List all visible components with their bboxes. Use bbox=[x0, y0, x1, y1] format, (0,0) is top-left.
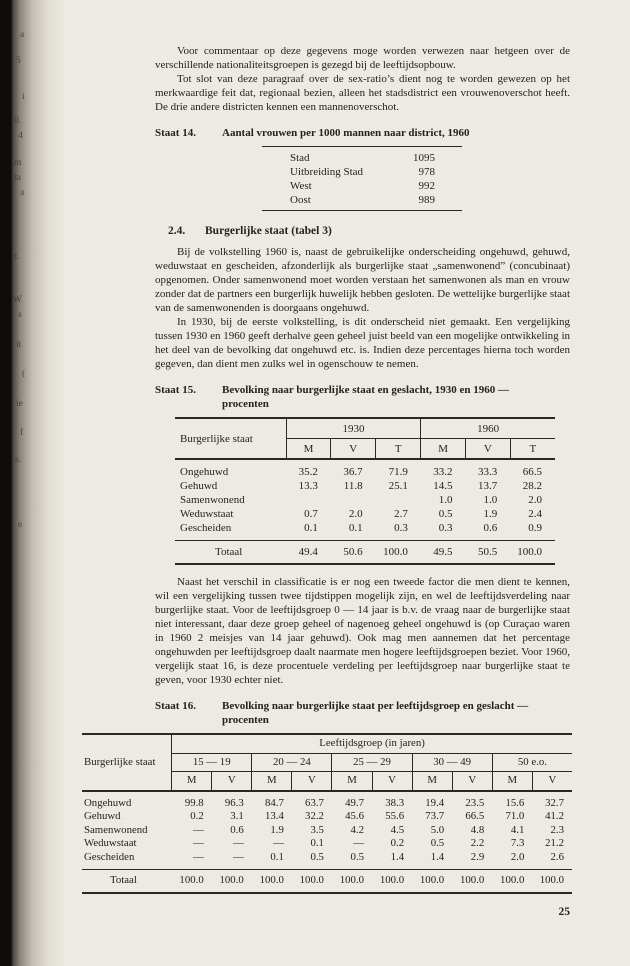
cell-value: 0.6 bbox=[483, 522, 498, 534]
paragraph-section24-2: In 1930, bij de eerste volkstelling, is dit onderscheid niet gemaakt. Een vergelijking tussen 1930 en 1960 geeft derhalve geen geheel juist beeld van een mogelijke ontwikkeling in het deel van de bevolking dat ongehuwd etc. is. Indien deze percentages hierna toch worden gegeven, dan dient men zulks wel in ogenschouw te nemen. bbox=[155, 316, 570, 370]
staat16-group-20-24: 20 — 24 bbox=[252, 753, 332, 772]
staat15-table-header bbox=[175, 418, 555, 459]
total-cell-value: 49.4 bbox=[286, 541, 331, 565]
edge-text-fragment: r. bbox=[14, 252, 20, 262]
cell-value: — bbox=[353, 837, 365, 849]
cell-value: 1.0 bbox=[438, 494, 453, 506]
edge-text-fragment: 5 bbox=[16, 56, 21, 66]
cell-value: 978 bbox=[418, 165, 435, 178]
row-label: Weduwstaat bbox=[84, 837, 137, 849]
table-row bbox=[262, 179, 462, 193]
staat16-caption-title-line1: Bevolking naar burgerlijke staat per leeftijdsgroep en geslacht — bbox=[222, 700, 529, 712]
row-label: Weduwstaat bbox=[180, 508, 234, 520]
staat16-total-row bbox=[82, 870, 572, 893]
cell-value: 0.5 bbox=[350, 850, 365, 863]
staat14-table-body bbox=[262, 147, 462, 211]
staat16-group-30-49: 30 — 49 bbox=[412, 753, 492, 772]
staat16-col-m3: M bbox=[332, 772, 372, 791]
cell-value: 0.2 bbox=[390, 837, 405, 849]
cell-value: 7.3 bbox=[510, 837, 525, 849]
staat16-group-50-eo: 50 e.o. bbox=[492, 753, 572, 772]
staat16-col-v4: V bbox=[452, 772, 492, 791]
section-number: 2.4. bbox=[168, 225, 186, 237]
cell-value bbox=[286, 493, 331, 507]
cell-value: 45.6 bbox=[345, 810, 365, 822]
row-label: Uitbreiding Stad bbox=[290, 165, 364, 178]
cell-value: 28.2 bbox=[522, 480, 542, 492]
cell-value: 2.6 bbox=[550, 850, 564, 863]
cell-value: 2.4 bbox=[528, 508, 542, 520]
cell-value: — bbox=[192, 823, 204, 836]
cell-value: 49.7 bbox=[345, 796, 365, 809]
staat15-caption-title bbox=[222, 383, 570, 411]
cell-value: — bbox=[192, 837, 204, 849]
total-cell-value: 49.5 bbox=[421, 541, 466, 565]
edge-text-fragment: a bbox=[20, 30, 25, 40]
staat15-col-m1: M bbox=[286, 439, 331, 460]
cell-value: — bbox=[192, 850, 204, 863]
staat16-caption-label: Staat 16. bbox=[155, 700, 196, 712]
table-row bbox=[262, 165, 462, 179]
staat16-table bbox=[82, 733, 572, 894]
staat16-caption bbox=[155, 699, 570, 727]
cell-value: 0.6 bbox=[230, 823, 244, 836]
table-row bbox=[175, 521, 555, 541]
staat16-stub-header: Burgerlijke staat bbox=[82, 734, 172, 791]
row-label: Samenwonend bbox=[84, 823, 148, 836]
staat15-caption-title-line1: Bevolking naar burgerlijke staat en geslacht, 1930 en 1960 — bbox=[222, 384, 510, 396]
cell-value: 2.9 bbox=[470, 850, 485, 863]
paragraph-intro-1: Voor commentaar op deze gegevens moge worden verwezen naar hetgeen over de verschillende nationaliteitsgroepen is gezegd bij de leeftijdsopbouw. bbox=[155, 45, 570, 71]
cell-value: 35.2 bbox=[298, 466, 318, 478]
cell-value: 13.4 bbox=[264, 810, 284, 822]
row-label: Gescheiden bbox=[180, 522, 232, 534]
edge-text-fragment: i bbox=[22, 92, 25, 102]
staat15-total-row bbox=[175, 541, 555, 565]
cell-value: 0.3 bbox=[438, 522, 453, 534]
total-cell-value: 100.0 bbox=[212, 870, 252, 893]
edge-text-fragment: m bbox=[14, 158, 22, 168]
row-label: Ongehuwd bbox=[180, 466, 229, 478]
staat15-col-m2: M bbox=[421, 439, 466, 460]
cell-value: 71.0 bbox=[505, 810, 525, 822]
staat16-col-m2: M bbox=[252, 772, 292, 791]
staat14-caption-title: Aantal vrouwen per 1000 mannen naar district, 1960 bbox=[222, 127, 470, 139]
cell-value: 2.0 bbox=[510, 850, 525, 863]
staat16-table-footer bbox=[82, 870, 572, 893]
staat15-table-body bbox=[175, 459, 555, 541]
row-label: Gehuwd bbox=[180, 480, 218, 492]
cell-value: 0.7 bbox=[304, 508, 318, 520]
cell-value: 41.2 bbox=[545, 810, 564, 822]
cell-value: 2.2 bbox=[470, 837, 485, 849]
edge-text-fragment: ( bbox=[22, 369, 26, 379]
staat16-table-header bbox=[82, 734, 572, 791]
staat16-col-m5: M bbox=[492, 772, 532, 791]
cell-value: 0.9 bbox=[528, 522, 542, 534]
staat15-stub-header: Burgerlijke staat bbox=[175, 418, 286, 459]
cell-value: 13.3 bbox=[298, 480, 318, 492]
edge-text-fragment: 0. bbox=[14, 116, 22, 126]
edge-text-fragment: 4 bbox=[18, 131, 23, 141]
cell-value: 0.5 bbox=[430, 837, 445, 849]
cell-value: 0.5 bbox=[310, 850, 324, 863]
staat15-caption-title-line2: procenten bbox=[222, 398, 269, 410]
staat16-col-v1: V bbox=[212, 772, 252, 791]
cell-value: 2.3 bbox=[550, 823, 564, 836]
table-row bbox=[82, 851, 572, 870]
cell-value: 23.5 bbox=[465, 796, 485, 809]
cell-value: 38.3 bbox=[385, 796, 405, 809]
cell-value: 55.6 bbox=[385, 810, 405, 822]
page-number: 25 bbox=[558, 905, 570, 918]
cell-value: 71.9 bbox=[388, 466, 408, 478]
edge-text-fragment: a bbox=[20, 188, 25, 198]
total-cell-value: 100.0 bbox=[510, 541, 555, 565]
staat14-caption bbox=[155, 126, 570, 140]
cell-value: 1.4 bbox=[390, 850, 405, 863]
staat16-group-15-19: 15 — 19 bbox=[172, 753, 252, 772]
row-label: Samenwonend bbox=[180, 494, 245, 506]
cell-value: 1.4 bbox=[430, 850, 445, 863]
row-label: Gehuwd bbox=[84, 810, 121, 822]
total-cell-value: 100.0 bbox=[172, 870, 212, 893]
table-row bbox=[82, 810, 572, 824]
staat15-group-1960: 1960 bbox=[421, 418, 555, 439]
cell-value: 21.2 bbox=[545, 837, 564, 849]
cell-value: 73.7 bbox=[425, 810, 445, 822]
cell-value: 36.7 bbox=[343, 466, 363, 478]
staat16-group-25-29: 25 — 29 bbox=[332, 753, 412, 772]
paragraph-between-tables: Naast het verschil in classificatie is er nog een tweede factor die men dient te kennen, wil een vergelijking tussen twee tijdstippen mogelijk zijn, en wel de leeftijdsverdeling naar burgerlijke staat. Voor de leeftijdsgroep 0 — 14 jaar is b.v. de vraag naar de burgerlijke staat niet interessant, daar deze groep geheel of nagenoeg geheel ongehuwd is (op Curaçao waren in 1960 2 meisjes van 14 jaar gehuwd). Ook mag men aannemen dat het percentage ongehuwden per leeftijdsgroep daalt naarmate men hogere leeftijdsgroepen beziet. Voor 1960, vergelijk staat 16, is deze procentuele verdeling per leeftijdsgroep naar burgerlijke staat te geven, voor 1930 echter niet. bbox=[155, 576, 570, 686]
cell-value: 2.0 bbox=[348, 508, 363, 520]
staat15-table-footer bbox=[175, 541, 555, 565]
cell-value: 11.8 bbox=[343, 480, 363, 492]
staat15-total-label: Totaal bbox=[175, 541, 286, 565]
cell-value: 99.8 bbox=[184, 796, 204, 809]
staat16-col-m4: M bbox=[412, 772, 452, 791]
row-label: Oost bbox=[290, 193, 311, 206]
cell-value: — bbox=[233, 850, 244, 863]
staat14-table bbox=[262, 146, 462, 211]
cell-value: 15.6 bbox=[505, 796, 525, 809]
cell-value: 25.1 bbox=[388, 480, 408, 492]
total-cell-value: 100.0 bbox=[292, 870, 332, 893]
staat16-col-v5: V bbox=[532, 772, 572, 791]
cell-value: 3.1 bbox=[230, 810, 244, 822]
staat16-col-v3: V bbox=[372, 772, 412, 791]
staat16-span-header-row bbox=[82, 734, 572, 753]
staat15-col-v1: V bbox=[331, 439, 376, 460]
total-cell-value: 100.0 bbox=[492, 870, 532, 893]
cell-value: 1.0 bbox=[483, 494, 498, 506]
cell-value: 63.7 bbox=[305, 796, 324, 809]
table-row bbox=[262, 193, 462, 211]
cell-value: 66.5 bbox=[522, 466, 542, 478]
cell-value: 0.3 bbox=[394, 522, 408, 534]
cell-value: 4.2 bbox=[350, 823, 365, 836]
section-2-4-heading bbox=[155, 224, 570, 239]
staat15-col-t1: T bbox=[376, 439, 421, 460]
staat16-total-label: Totaal bbox=[82, 870, 172, 893]
section-title: Burgerlijke staat (tabel 3) bbox=[205, 225, 332, 237]
cell-value: 32.7 bbox=[545, 796, 564, 809]
staat16-table-body bbox=[82, 791, 572, 870]
cell-value: 1.9 bbox=[483, 508, 498, 520]
total-cell-value: 100.0 bbox=[332, 870, 372, 893]
edge-text-fragment: ie bbox=[16, 399, 23, 409]
cell-value: 32.2 bbox=[305, 810, 324, 822]
staat15-col-t2: T bbox=[510, 439, 555, 460]
total-cell-value: 100.0 bbox=[412, 870, 452, 893]
cell-value: 0.1 bbox=[310, 837, 324, 849]
staat15-col-v2: V bbox=[466, 439, 511, 460]
edge-text-fragment: it bbox=[16, 340, 22, 350]
cell-value: 0.2 bbox=[190, 810, 204, 822]
cell-value: 96.3 bbox=[224, 796, 244, 809]
staat16-span-header: Leeftijdsgroep (in jaren) bbox=[172, 734, 572, 753]
staat15-group-header-row bbox=[175, 418, 555, 439]
table-row bbox=[262, 147, 462, 165]
cell-value: 1095 bbox=[413, 151, 435, 164]
cell-value: 14.5 bbox=[433, 480, 453, 492]
cell-value: 19.4 bbox=[425, 796, 445, 809]
cell-value: 33.3 bbox=[477, 466, 498, 478]
total-cell-value: 100.0 bbox=[532, 870, 572, 893]
cell-value bbox=[376, 493, 421, 507]
cell-value: 66.5 bbox=[465, 810, 485, 822]
total-cell-value: 50.6 bbox=[331, 541, 376, 565]
cell-value: 1.9 bbox=[270, 823, 284, 836]
staat14-caption-label: Staat 14. bbox=[155, 127, 196, 139]
total-cell-value: 50.5 bbox=[466, 541, 511, 565]
total-cell-value: 100.0 bbox=[376, 541, 421, 565]
edge-text-fragment: s bbox=[18, 310, 22, 320]
cell-value: 0.5 bbox=[438, 508, 453, 520]
edge-text-fragment: f bbox=[20, 428, 24, 438]
staat16-col-v2: V bbox=[292, 772, 332, 791]
staat16-col-m1: M bbox=[172, 772, 212, 791]
row-label: Ongehuwd bbox=[84, 796, 132, 809]
row-label: Gescheiden bbox=[84, 850, 135, 863]
table-row bbox=[175, 479, 555, 493]
total-cell-value: 100.0 bbox=[452, 870, 492, 893]
cell-value: 5.0 bbox=[430, 823, 445, 836]
cell-value: 4.5 bbox=[390, 823, 405, 836]
staat16-caption-title-line2: procenten bbox=[222, 714, 269, 726]
edge-text-fragment: s. bbox=[15, 455, 22, 465]
staat15-table bbox=[175, 417, 555, 565]
edge-text-fragment: W bbox=[13, 295, 22, 305]
cell-value: 0.1 bbox=[348, 522, 363, 534]
row-label: West bbox=[290, 179, 312, 192]
cell-value: 992 bbox=[418, 179, 435, 192]
table-row bbox=[175, 459, 555, 479]
edge-text-fragment: ta bbox=[14, 173, 21, 183]
table-row bbox=[82, 791, 572, 811]
spine-edge-fragments bbox=[0, 0, 44, 966]
cell-value: 84.7 bbox=[264, 796, 284, 809]
total-cell-value: 100.0 bbox=[252, 870, 292, 893]
paragraph-intro-2: Tot slot van deze paragraaf over de sex-ratio’s dient nog te worden gewezen op het merkwaardige feit dat, regionaal bezien, alleen het stadsdistrict een vrouwenoverschot heeft. De drie andere districten kennen een mannenoverschot. bbox=[155, 73, 570, 113]
cell-value bbox=[331, 493, 376, 507]
staat15-group-1930: 1930 bbox=[286, 418, 421, 439]
cell-value: 33.2 bbox=[433, 466, 453, 478]
cell-value: 0.1 bbox=[270, 850, 284, 863]
table-row bbox=[82, 824, 572, 838]
cell-value: 989 bbox=[418, 193, 435, 206]
cell-value: 3.5 bbox=[310, 823, 324, 836]
cell-value: 2.7 bbox=[394, 508, 408, 520]
staat16-caption-title bbox=[222, 699, 570, 727]
cell-value: 4.8 bbox=[470, 823, 485, 836]
cell-value: — bbox=[273, 837, 284, 849]
total-cell-value: 100.0 bbox=[372, 870, 412, 893]
staat15-caption bbox=[155, 383, 570, 411]
cell-value: 2.0 bbox=[528, 494, 542, 506]
page-content bbox=[84, 44, 570, 918]
table-row bbox=[175, 507, 555, 521]
table-row bbox=[82, 837, 572, 851]
edge-text-fragment: e bbox=[18, 520, 23, 530]
cell-value: 0.1 bbox=[304, 522, 318, 534]
table-row bbox=[175, 493, 555, 507]
cell-value: 4.1 bbox=[510, 823, 525, 836]
cell-value: 13.7 bbox=[477, 480, 498, 492]
cell-value: — bbox=[233, 837, 244, 849]
staat15-caption-label: Staat 15. bbox=[155, 384, 196, 396]
row-label: Stad bbox=[290, 151, 310, 164]
paragraph-section24-1: Bij de volkstelling 1960 is, naast de gebruikelijke onderscheiding ongehuwd, gehuwd, weduwstaat en gescheiden, afzonderlijk als burgerlijke staat „samenwonend” (concubinaat) opgenomen. Onder samenwonend moet worden verstaan het samenwonen als man en vrouw zonder dat de partners een burgerlijk huwelijk hebben gesloten. De wettelijke burgerlijke staat van de samenwonenden is doorgaans ongehuwd. bbox=[155, 246, 570, 314]
